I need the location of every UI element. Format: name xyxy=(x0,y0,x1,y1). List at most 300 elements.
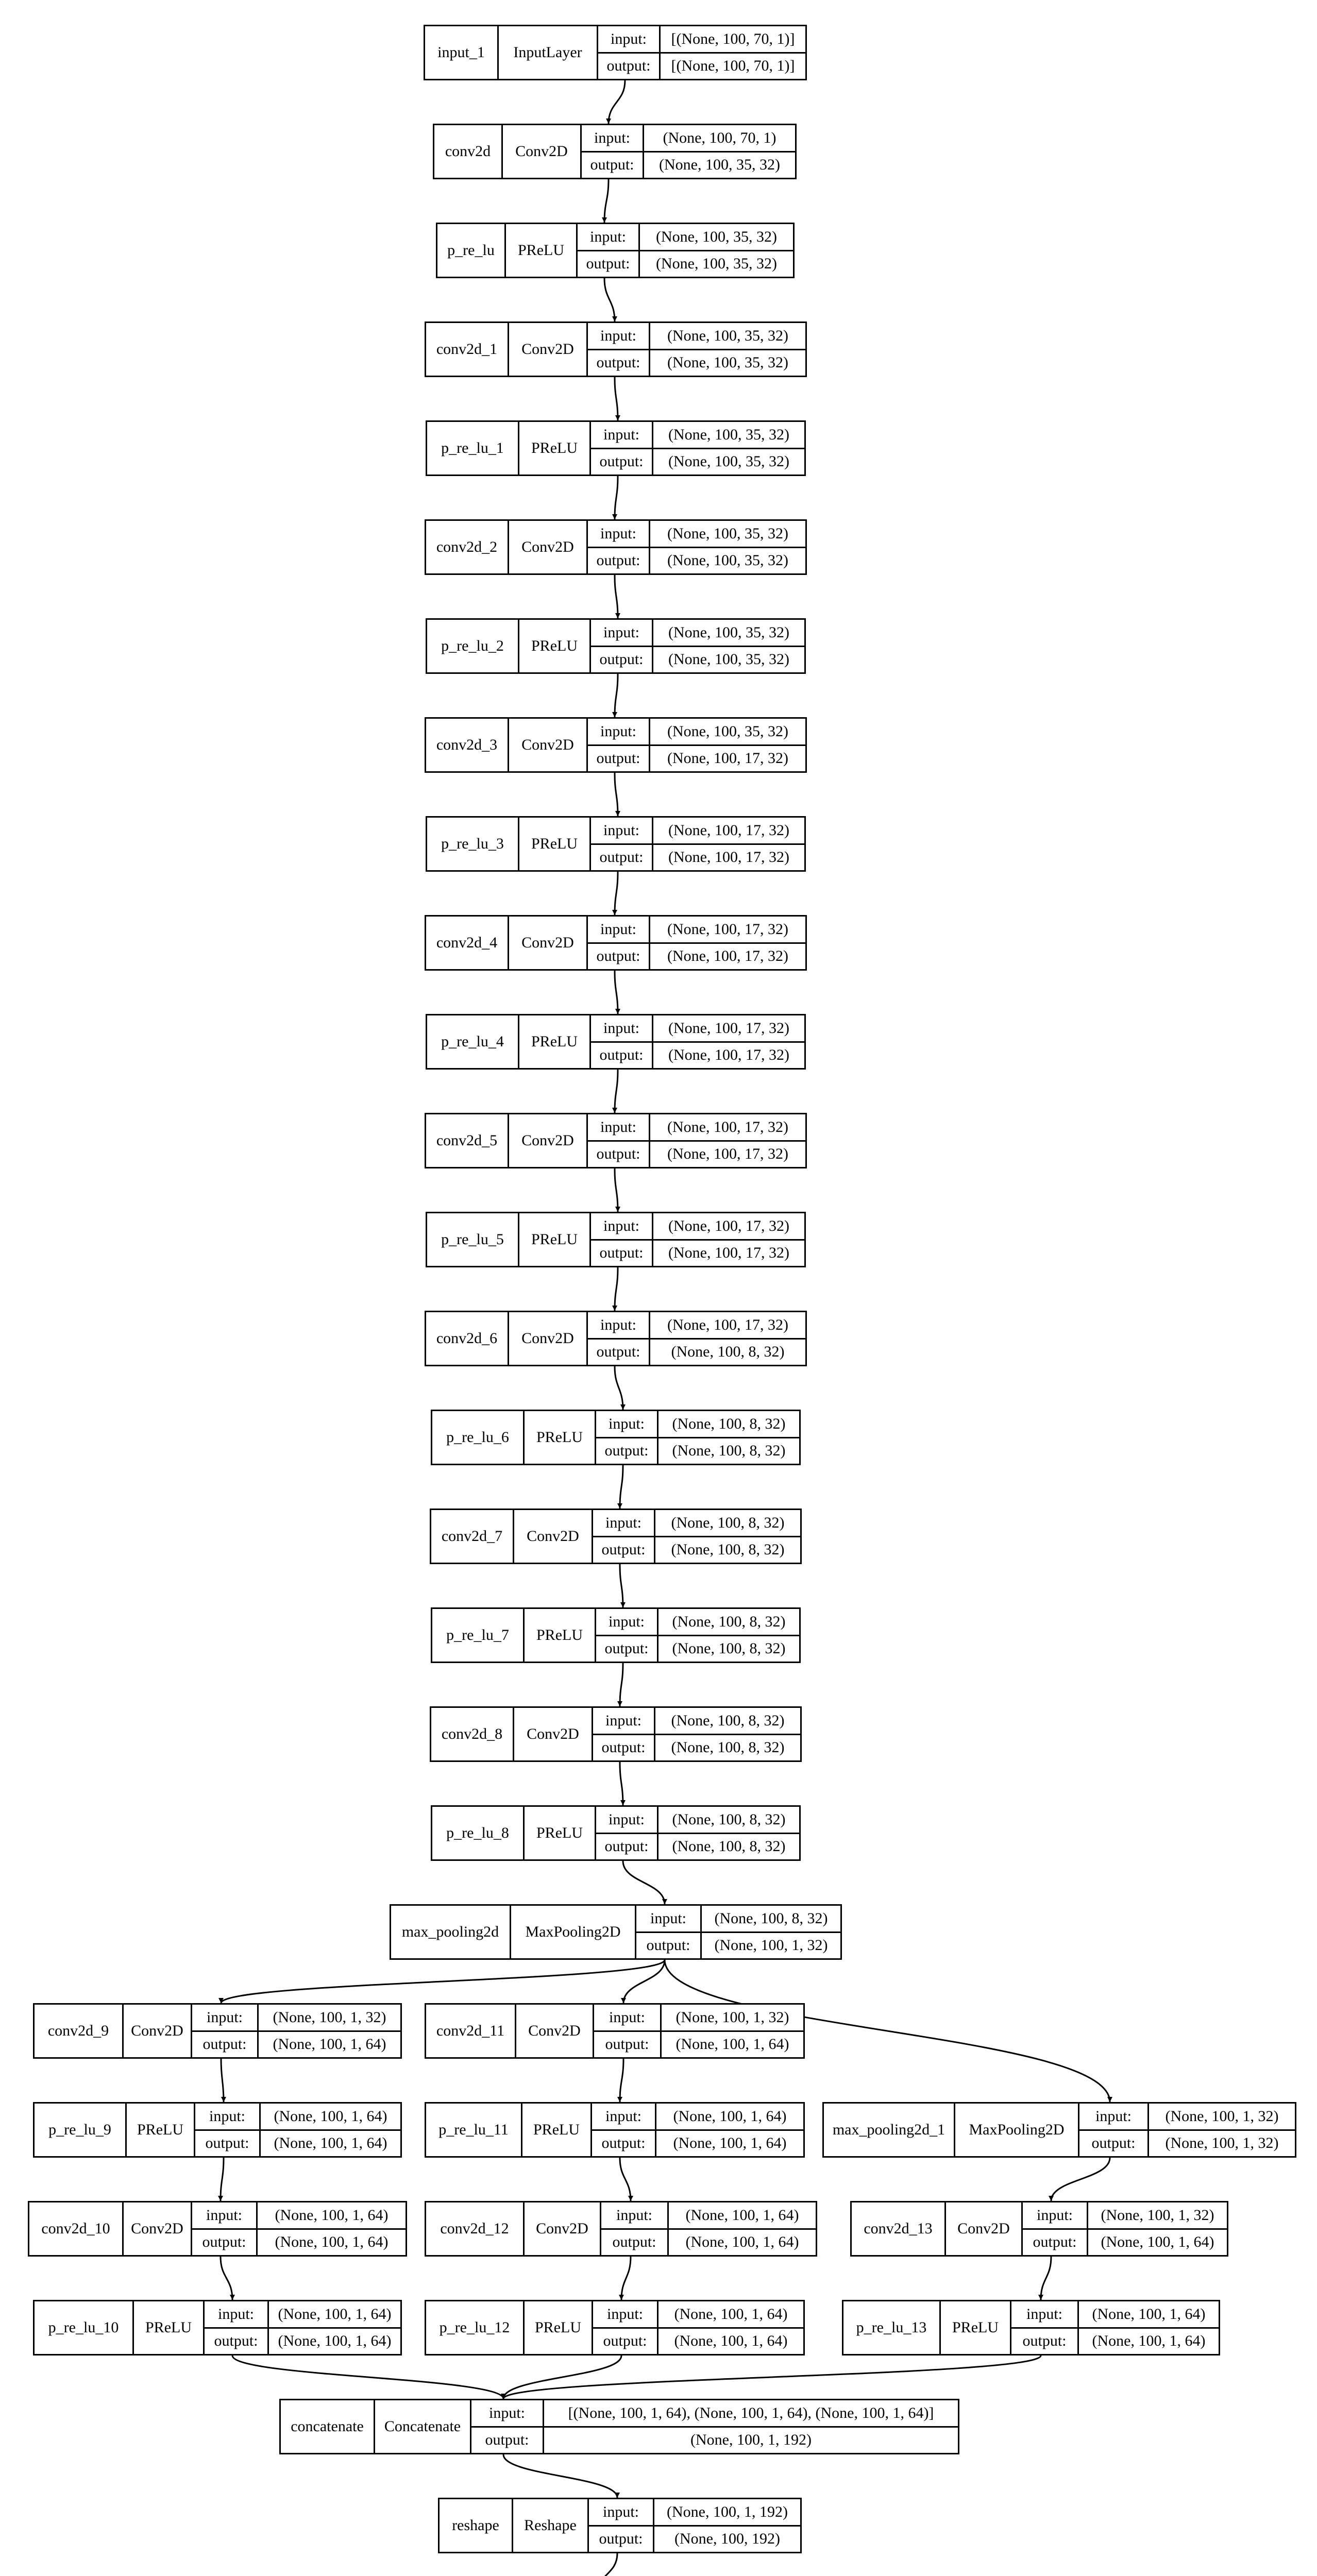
layer-io-table xyxy=(594,2005,803,2057)
edge-conv2d_7-to-p_re_lu_7 xyxy=(620,1564,623,1607)
input-row xyxy=(588,719,805,744)
input-row xyxy=(593,1708,800,1734)
output-shape: (None, 100, 17, 32) xyxy=(667,1145,788,1163)
output-shape: (None, 100, 8, 32) xyxy=(671,1541,785,1558)
output-label: output: xyxy=(601,2230,669,2256)
output-label: output: xyxy=(592,2131,656,2157)
layer-node-conv2d_5 xyxy=(425,1113,807,1168)
layer-node-p_re_lu_11 xyxy=(425,2102,805,2158)
input-shape: (None, 100, 1, 64) xyxy=(274,2107,387,2125)
output-shape: (None, 100, 35, 32) xyxy=(668,651,789,668)
output-label: output: xyxy=(588,548,650,574)
layer-io-table xyxy=(588,917,805,969)
layer-class: PReLU xyxy=(525,1411,596,1464)
output-shape: (None, 100, 17, 32) xyxy=(667,750,788,767)
output-row xyxy=(192,2228,406,2256)
layer-node-max_pooling2d xyxy=(390,1904,842,1960)
input-shape: (None, 100, 17, 32) xyxy=(668,1217,789,1234)
input-shape: (None, 100, 70, 1) xyxy=(663,129,776,146)
output-label: output: xyxy=(588,944,650,970)
layer-io-table xyxy=(582,125,795,178)
output-shape: (None, 100, 8, 32) xyxy=(671,1343,785,1361)
layer-io-table xyxy=(593,1510,800,1563)
layer-name: p_re_lu_6 xyxy=(432,1411,525,1464)
input-row xyxy=(591,422,804,448)
layer-name: conv2d_13 xyxy=(852,2202,946,2255)
input-row xyxy=(205,2301,400,2327)
layer-class: PReLU xyxy=(519,620,591,672)
edge-conv2d-to-p_re_lu xyxy=(604,179,609,223)
layer-io-table xyxy=(192,2005,400,2057)
layer-class: Conv2D xyxy=(516,2005,594,2057)
layer-node-p_re_lu_12 xyxy=(425,2300,805,2355)
layer-class: PReLU xyxy=(519,818,591,870)
layer-class: Conv2D xyxy=(509,521,588,573)
layer-class: Conv2D xyxy=(124,2005,192,2057)
input-label: input: xyxy=(588,323,650,349)
output-shape: (None, 100, 1, 64) xyxy=(1092,2332,1206,2350)
output-label: output: xyxy=(593,1537,655,1563)
input-shape: (None, 100, 1, 64) xyxy=(275,2206,389,2224)
output-label: output: xyxy=(636,1933,702,1959)
layer-io-table xyxy=(591,818,804,870)
input-shape: (None, 100, 8, 32) xyxy=(714,1909,828,1927)
layer-io-table xyxy=(596,1411,799,1464)
layer-name: conv2d_6 xyxy=(426,1312,509,1365)
layer-node-p_re_lu_5 xyxy=(426,1212,806,1267)
input-shape: (None, 100, 35, 32) xyxy=(668,623,789,641)
input-shape: (None, 100, 17, 32) xyxy=(668,1019,789,1037)
layer-io-table xyxy=(591,422,804,474)
output-shape: (None, 100, 17, 32) xyxy=(668,1244,789,1262)
output-shape: [(None, 100, 70, 1)] xyxy=(671,57,795,75)
input-row xyxy=(192,2005,400,2030)
edge-conv2d_4-to-p_re_lu_4 xyxy=(615,971,618,1014)
edge-max_pooling2d_1-to-conv2d_13 xyxy=(1051,2158,1110,2201)
input-row xyxy=(471,2400,958,2426)
layer-class: Conv2D xyxy=(525,2202,601,2255)
output-shape: (None, 100, 1, 192) xyxy=(690,2431,812,2449)
output-label: output: xyxy=(588,746,650,772)
input-label: input: xyxy=(205,2301,269,2327)
output-shape: (None, 100, 1, 64) xyxy=(673,2134,787,2152)
edge-p_re_lu_9-to-conv2d_10 xyxy=(221,2158,224,2201)
layer-class: PReLU xyxy=(941,2301,1011,2354)
input-shape: (None, 100, 8, 32) xyxy=(672,1613,786,1630)
output-shape: (None, 100, 35, 32) xyxy=(667,354,788,371)
edge-conv2d_12-to-p_re_lu_12 xyxy=(621,2257,631,2300)
edge-conv2d_8-to-p_re_lu_8 xyxy=(620,1762,623,1805)
edge-input_1-to-conv2d xyxy=(609,80,625,124)
edge-concatenate-to-reshape xyxy=(503,2454,617,2498)
input-label: input: xyxy=(596,1807,659,1833)
output-row xyxy=(1079,2129,1295,2157)
layer-class: Concatenate xyxy=(375,2400,471,2453)
input-label: input: xyxy=(596,1609,659,1635)
input-shape: (None, 100, 1, 64) xyxy=(278,2305,392,2323)
input-row xyxy=(598,26,805,52)
layer-class: Conv2D xyxy=(509,719,588,771)
layer-node-p_re_lu_2 xyxy=(426,618,806,674)
input-shape: (None, 100, 1, 32) xyxy=(273,2008,386,2026)
input-label: input: xyxy=(591,620,653,646)
layer-class: MaxPooling2D xyxy=(955,2104,1079,2156)
input-shape: (None, 100, 35, 32) xyxy=(656,228,777,245)
input-label: input: xyxy=(598,26,661,52)
layer-name: conv2d_3 xyxy=(426,719,509,771)
layer-class: Conv2D xyxy=(514,1708,593,1760)
output-row xyxy=(1011,2327,1219,2354)
input-shape: (None, 100, 35, 32) xyxy=(667,524,788,542)
layer-name: conv2d_4 xyxy=(426,917,509,969)
layer-node-p_re_lu_8 xyxy=(431,1805,801,1861)
layer-node-conv2d_3 xyxy=(425,717,807,773)
input-shape: (None, 100, 1, 192) xyxy=(667,2503,788,2520)
output-row xyxy=(192,2030,400,2058)
input-row xyxy=(591,1213,804,1239)
output-row xyxy=(591,1041,804,1069)
layer-node-p_re_lu_9 xyxy=(33,2102,402,2158)
layer-class: Conv2D xyxy=(509,1114,588,1167)
output-label: output: xyxy=(195,2131,261,2157)
output-shape: (None, 100, 1, 32) xyxy=(1165,2134,1279,2152)
layer-name: max_pooling2d xyxy=(391,1906,511,1958)
output-row xyxy=(591,843,804,871)
input-label: input: xyxy=(591,818,653,843)
layer-class: Reshape xyxy=(513,2499,589,2552)
input-shape: (None, 100, 17, 32) xyxy=(667,1118,788,1136)
layer-class: Conv2D xyxy=(509,917,588,969)
layer-node-p_re_lu_1 xyxy=(426,420,806,476)
output-row xyxy=(589,2525,800,2552)
input-label: input: xyxy=(588,521,650,547)
input-shape: (None, 100, 8, 32) xyxy=(671,1514,785,1531)
layer-name: conv2d_5 xyxy=(426,1114,509,1167)
layer-io-table xyxy=(596,1807,799,1859)
layer-name: p_re_lu_13 xyxy=(843,2301,941,2354)
layer-io-table xyxy=(591,1213,804,1266)
layer-name: conv2d_1 xyxy=(426,323,509,376)
layer-class: PReLU xyxy=(525,1807,596,1859)
output-shape: (None, 100, 1, 64) xyxy=(275,2233,389,2251)
edge-p_re_lu_10-to-concatenate xyxy=(232,2355,503,2399)
layer-node-conv2d xyxy=(433,124,797,179)
output-label: output: xyxy=(1011,2329,1079,2354)
layer-io-table xyxy=(588,719,805,771)
input-row xyxy=(601,2202,816,2228)
output-label: output: xyxy=(588,350,650,376)
output-shape: (None, 100, 1, 64) xyxy=(278,2332,392,2350)
output-row xyxy=(582,151,795,178)
input-label: input: xyxy=(192,2202,258,2228)
layer-node-conv2d_6 xyxy=(425,1311,807,1366)
layer-node-max_pooling2d_1 xyxy=(822,2102,1296,2158)
input-shape: (None, 100, 1, 64) xyxy=(1092,2305,1206,2323)
output-label: output: xyxy=(596,1636,659,1662)
layer-name: p_re_lu_5 xyxy=(427,1213,519,1266)
layer-class: Conv2D xyxy=(509,323,588,376)
output-label: output: xyxy=(205,2329,269,2354)
input-row xyxy=(588,1312,805,1338)
output-shape: (None, 100, 1, 64) xyxy=(274,2134,387,2152)
output-shape: (None, 100, 8, 32) xyxy=(672,1640,786,1657)
output-row xyxy=(588,744,805,772)
layer-node-p_re_lu_3 xyxy=(426,816,806,872)
layer-io-table xyxy=(1023,2202,1227,2255)
output-label: output: xyxy=(591,1043,653,1069)
output-label: output: xyxy=(591,449,653,475)
output-label: output: xyxy=(588,1142,650,1167)
layer-name: p_re_lu_4 xyxy=(427,1015,519,1068)
layer-name: p_re_lu_12 xyxy=(426,2301,525,2354)
layer-io-table xyxy=(596,1609,799,1662)
edge-conv2d_2-to-p_re_lu_2 xyxy=(615,575,618,618)
edge-p_re_lu_8-to-max_pooling2d xyxy=(623,1861,665,1904)
layer-io-table xyxy=(601,2202,816,2255)
layer-io-table xyxy=(588,1114,805,1167)
output-label: output: xyxy=(593,1735,655,1761)
input-label: input: xyxy=(593,2301,659,2327)
input-row xyxy=(1079,2104,1295,2129)
layer-io-table xyxy=(192,2202,406,2255)
layer-class: Conv2D xyxy=(503,125,582,178)
layer-name: conv2d xyxy=(434,125,503,178)
input-row xyxy=(636,1906,840,1931)
layer-io-table xyxy=(636,1906,840,1958)
output-shape: (None, 100, 17, 32) xyxy=(668,1046,789,1064)
layer-node-conv2d_8 xyxy=(430,1706,802,1762)
layer-node-concatenate xyxy=(279,2399,959,2454)
layer-io-table xyxy=(205,2301,400,2354)
output-label: output: xyxy=(588,1340,650,1365)
layer-io-table xyxy=(593,1708,800,1760)
input-row xyxy=(192,2202,406,2228)
layer-node-conv2d_10 xyxy=(28,2201,407,2257)
input-row xyxy=(596,1807,799,1833)
input-label: input: xyxy=(596,1411,659,1437)
input-label: input: xyxy=(588,917,650,942)
input-label: input: xyxy=(588,1114,650,1140)
layer-node-p_re_lu xyxy=(436,223,795,278)
layer-name: conv2d_12 xyxy=(426,2202,525,2255)
output-label: output: xyxy=(591,1241,653,1266)
layer-name: conv2d_11 xyxy=(426,2005,516,2057)
edge-p_re_lu_13-to-concatenate xyxy=(503,2355,1041,2399)
input-label: input: xyxy=(592,2104,656,2129)
output-row xyxy=(205,2327,400,2354)
layer-node-conv2d_2 xyxy=(425,519,807,575)
layer-name: concatenate xyxy=(281,2400,375,2453)
input-row xyxy=(195,2104,400,2129)
output-row xyxy=(195,2129,400,2157)
layer-name: p_re_lu_10 xyxy=(35,2301,134,2354)
output-row xyxy=(471,2426,958,2453)
layer-io-table xyxy=(592,2104,803,2156)
input-label: input: xyxy=(1011,2301,1079,2327)
output-row xyxy=(588,349,805,376)
edge-p_re_lu_11-to-conv2d_12 xyxy=(620,2158,631,2201)
output-row xyxy=(588,547,805,574)
output-row xyxy=(588,1338,805,1365)
output-row xyxy=(593,1536,800,1563)
layer-io-table xyxy=(591,1015,804,1068)
input-label: input: xyxy=(578,224,640,250)
output-shape: (None, 100, 1, 64) xyxy=(674,2332,788,2350)
layer-io-table xyxy=(588,521,805,573)
input-label: input: xyxy=(591,422,653,448)
input-shape: [(None, 100, 70, 1)] xyxy=(671,30,795,47)
layer-class: PReLU xyxy=(522,2104,592,2156)
input-row xyxy=(588,521,805,547)
input-row xyxy=(591,620,804,646)
output-label: output: xyxy=(596,1834,659,1860)
input-row xyxy=(1023,2202,1227,2228)
layer-name: p_re_lu_7 xyxy=(432,1609,525,1662)
layer-class: Conv2D xyxy=(514,1510,593,1563)
output-shape: (None, 100, 1, 32) xyxy=(714,1937,828,1954)
output-row xyxy=(593,2327,803,2354)
input-shape: (None, 100, 35, 32) xyxy=(667,327,788,344)
input-label: input: xyxy=(594,2005,662,2030)
layer-io-table xyxy=(578,224,793,277)
layer-class: InputLayer xyxy=(499,26,598,79)
layer-name: p_re_lu_3 xyxy=(427,818,519,870)
layer-io-table xyxy=(1011,2301,1219,2354)
output-row xyxy=(588,1140,805,1167)
output-shape: (None, 100, 8, 32) xyxy=(672,1442,786,1460)
input-row xyxy=(588,323,805,349)
edge-reshape-to-gru xyxy=(596,2553,617,2576)
layer-node-p_re_lu_10 xyxy=(33,2300,402,2355)
input-shape: (None, 100, 35, 32) xyxy=(668,426,789,443)
input-shape: (None, 100, 17, 32) xyxy=(667,1316,788,1333)
output-row xyxy=(596,1833,799,1860)
output-shape: (None, 100, 1, 64) xyxy=(676,2036,789,2053)
output-row xyxy=(591,448,804,475)
layer-name: p_re_lu_9 xyxy=(35,2104,127,2156)
layer-name: conv2d_7 xyxy=(431,1510,514,1563)
input-label: input: xyxy=(588,719,650,744)
output-label: output: xyxy=(471,2428,544,2453)
input-shape: (None, 100, 1, 32) xyxy=(1165,2107,1279,2125)
input-label: input: xyxy=(601,2202,669,2228)
output-row xyxy=(596,1437,799,1464)
layer-node-conv2d_13 xyxy=(850,2201,1228,2257)
layer-io-table xyxy=(1079,2104,1295,2156)
input-row xyxy=(592,2104,803,2129)
output-row xyxy=(596,1635,799,1662)
layer-name: conv2d_8 xyxy=(431,1708,514,1760)
layer-class: MaxPooling2D xyxy=(511,1906,636,1958)
layer-class: Conv2D xyxy=(946,2202,1023,2255)
layer-name: p_re_lu_11 xyxy=(426,2104,522,2156)
input-label: input: xyxy=(195,2104,261,2129)
input-label: input: xyxy=(1079,2104,1149,2129)
input-shape: (None, 100, 1, 64) xyxy=(685,2206,799,2224)
layer-node-input_1 xyxy=(424,25,807,80)
edge-p_re_lu_6-to-conv2d_7 xyxy=(620,1465,623,1509)
layer-name: conv2d_9 xyxy=(35,2005,124,2057)
input-row xyxy=(588,917,805,942)
input-label: input: xyxy=(593,1708,655,1734)
output-row xyxy=(1023,2228,1227,2256)
input-label: input: xyxy=(589,2499,654,2525)
layer-name: p_re_lu_1 xyxy=(427,422,519,474)
input-row xyxy=(594,2005,803,2030)
layer-name: p_re_lu_8 xyxy=(432,1807,525,1859)
edge-p_re_lu_5-to-conv2d_6 xyxy=(615,1267,618,1311)
layer-node-p_re_lu_6 xyxy=(431,1410,801,1465)
output-row xyxy=(593,1734,800,1761)
output-shape: (None, 100, 8, 32) xyxy=(671,1739,785,1756)
layer-name: reshape xyxy=(440,2499,513,2552)
output-label: output: xyxy=(192,2032,259,2058)
edge-conv2d_10-to-p_re_lu_10 xyxy=(221,2257,232,2300)
output-label: output: xyxy=(589,2527,654,2552)
input-row xyxy=(588,1114,805,1140)
output-shape: (None, 100, 8, 32) xyxy=(672,1838,786,1855)
output-shape: (None, 100, 192) xyxy=(674,2530,780,2548)
input-label: input: xyxy=(588,1312,650,1338)
input-shape: (None, 100, 8, 32) xyxy=(672,1810,786,1828)
output-row xyxy=(591,646,804,673)
layer-class: Conv2D xyxy=(124,2202,192,2255)
layer-class: PReLU xyxy=(519,1213,591,1266)
layer-io-table xyxy=(471,2400,958,2453)
input-row xyxy=(593,2301,803,2327)
input-shape: (None, 100, 17, 32) xyxy=(667,920,788,938)
input-label: input: xyxy=(636,1906,702,1931)
layer-node-p_re_lu_13 xyxy=(842,2300,1220,2355)
output-label: output: xyxy=(192,2230,258,2256)
layer-class: PReLU xyxy=(525,2301,593,2354)
edge-conv2d_6-to-p_re_lu_6 xyxy=(615,1366,623,1410)
input-row xyxy=(596,1411,799,1437)
layer-io-table xyxy=(593,2301,803,2354)
input-row xyxy=(578,224,793,250)
layer-io-table xyxy=(588,1312,805,1365)
layer-node-conv2d_7 xyxy=(430,1509,802,1564)
layer-class: PReLU xyxy=(525,1609,596,1662)
input-label: input: xyxy=(591,1213,653,1239)
output-label: output: xyxy=(593,2329,659,2354)
input-row xyxy=(591,1015,804,1041)
layer-io-table xyxy=(588,323,805,376)
layer-class: PReLU xyxy=(127,2104,195,2156)
output-label: output: xyxy=(598,54,661,79)
edge-conv2d_5-to-p_re_lu_5 xyxy=(615,1168,618,1212)
input-shape: (None, 100, 1, 64) xyxy=(673,2107,787,2125)
layer-node-conv2d_12 xyxy=(425,2201,817,2257)
input-shape: (None, 100, 17, 32) xyxy=(668,821,789,839)
edge-conv2d_11-to-p_re_lu_11 xyxy=(620,2059,623,2102)
output-label: output: xyxy=(1023,2230,1088,2256)
output-shape: (None, 100, 35, 32) xyxy=(659,156,780,174)
output-row xyxy=(598,52,805,79)
edge-p_re_lu_3-to-conv2d_4 xyxy=(615,872,618,915)
input-row xyxy=(591,818,804,843)
output-label: output: xyxy=(582,152,644,178)
input-shape: (None, 100, 8, 32) xyxy=(671,1711,785,1729)
layer-node-conv2d_11 xyxy=(425,2003,805,2059)
input-shape: (None, 100, 1, 64) xyxy=(674,2305,788,2323)
output-label: output: xyxy=(591,845,653,871)
layer-name: max_pooling2d_1 xyxy=(824,2104,955,2156)
layer-class: Conv2D xyxy=(509,1312,588,1365)
input-label: input: xyxy=(593,1510,655,1536)
input-row xyxy=(589,2499,800,2525)
layer-name: conv2d_2 xyxy=(426,521,509,573)
